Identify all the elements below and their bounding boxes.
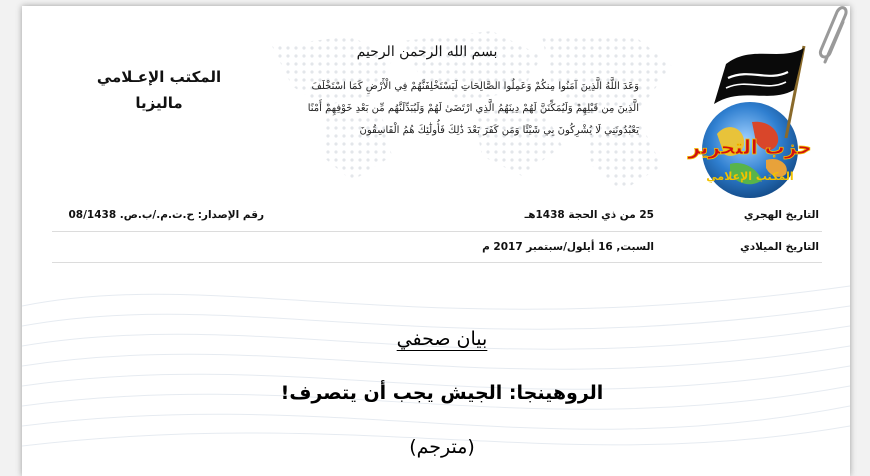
office-title: المكتب الإعـلامي xyxy=(96,68,222,86)
verse-line: وَعَدَ اللَّهُ الَّذِينَ آمَنُوا مِنكُمْ وَعَمِلُوا الصَّالِحَاتِ لَيَسْتَخْلِفَنَّهُمْ فِي الْأَرْضِ كَمَا اسْتَخْلَفَ xyxy=(311,81,639,92)
bismillah-calligraphy: بسم الله الرحمن الرحيم xyxy=(356,44,498,60)
office-country: ماليزيا xyxy=(135,94,183,112)
hijri-date-value: 25 من ذي الحجة 1438هـ xyxy=(524,209,654,221)
gregorian-date-value: السبت, 16 أيلول/سبتمبر 2017 م xyxy=(482,241,654,253)
quran-verse xyxy=(254,76,639,142)
paperclip-icon xyxy=(815,2,855,72)
verse-line: يَعْبُدُونَنِي لَا يُشْرِكُونَ بِي شَيْئًا وَمَن كَفَرَ بَعْدَ ذَٰلِكَ فَأُولَٰئِكَ هُمُ الْفَاسِقُونَ xyxy=(359,125,639,136)
divider xyxy=(52,262,822,263)
press-release-headline: الروهينجا: الجيش يجب أن يتصرف! xyxy=(280,382,604,404)
logo-main-text: حزب التحرير xyxy=(688,135,812,159)
hijri-date-label: التاريخ الهجري xyxy=(743,209,819,221)
globe-flag-logo xyxy=(682,42,822,202)
issue-number: رقم الإصدار: ح.ت.م./ب.ص. 08/1438 xyxy=(68,209,264,221)
media-office-block xyxy=(84,64,234,116)
gregorian-date-label: التاريخ الميلادي xyxy=(740,241,819,253)
divider xyxy=(52,231,822,232)
document-type-title: بيان صحفي xyxy=(396,328,488,350)
document-page xyxy=(22,6,850,476)
translated-note: (مترجم) xyxy=(409,436,475,458)
logo-sub-text: المكتب الإعلامي xyxy=(706,170,794,183)
verse-line: الَّذِينَ مِن قَبْلِهِمْ وَلَيُمَكِّنَنَّ لَهُمْ دِينَهُمُ الَّذِي ارْتَضَىٰ لَهُمْ وَلَيُبَدِّلَنَّهُم مِّن بَعْدِ خَوْفِهِمْ أَمْنًا xyxy=(307,103,639,114)
